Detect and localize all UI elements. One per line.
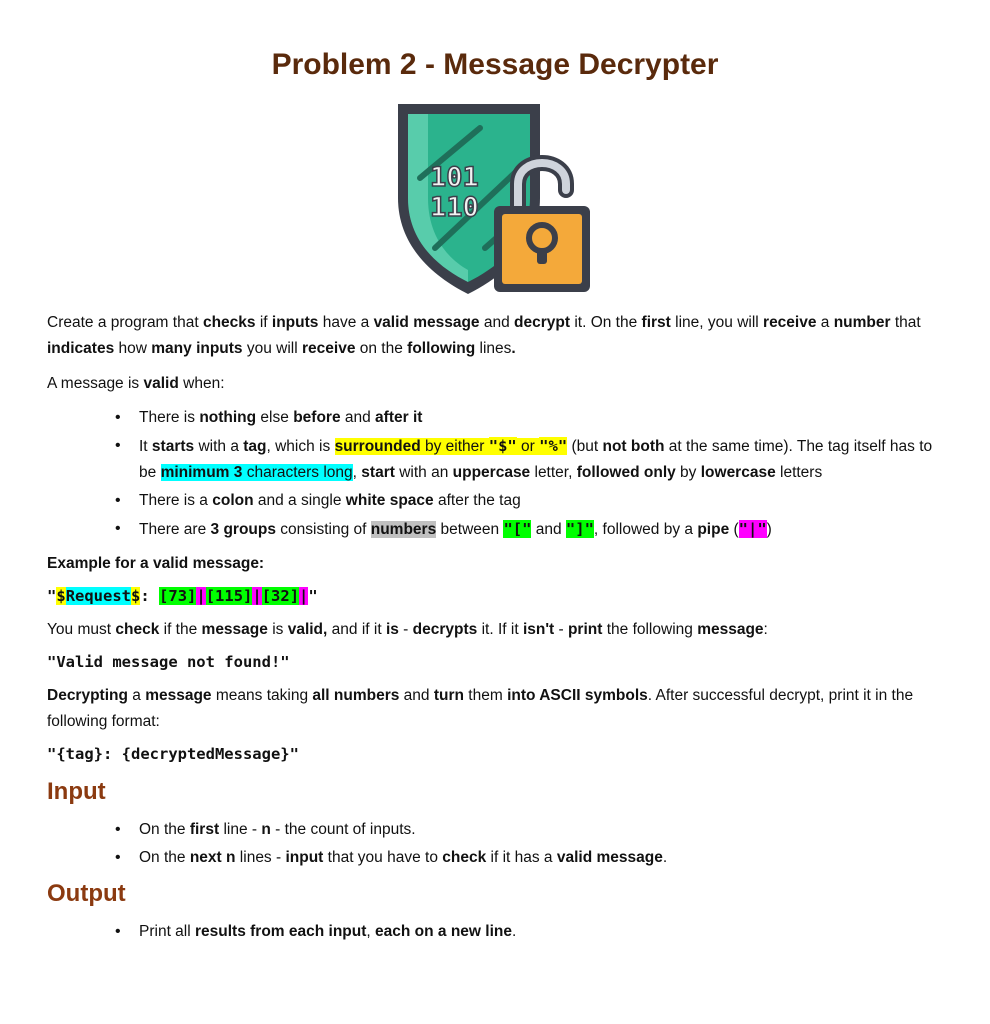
output-list [47,919,947,945]
svg-text:110: 110 [430,192,479,223]
list-item: • There is nothing else before and after it [139,405,947,431]
input-list [47,817,947,871]
svg-text:101: 101 [430,162,479,193]
list-item: • There is a colon and a single white space after the tag [139,488,947,514]
list-item: • There are 3 groups consisting of numbers between "[" and "]", followed by a pipe ("|") [139,516,947,543]
example-message: "$Request$: [73]|[115]|[32]|" [47,587,318,605]
example-heading: Example for a valid message: [47,555,265,572]
output-format: "{tag}: {decryptedMessage}" [47,745,299,763]
not-found-message: "Valid message not found!" [47,653,290,671]
input-heading: Input [47,778,106,805]
intro-paragraph: Create a program that checks if inputs have a valid message and decrypt it. On the first line, you will receive a number that indicates how many inputs you will receive on the following lines. [47,314,921,357]
page-title: Problem 2 - Message Decrypter [271,48,719,81]
validity-rules-list [47,405,947,543]
list-item: • On the next n lines - input that you have to check if it has a valid message. [139,845,947,871]
valid-when-text: A message is valid when: [47,375,225,392]
problem-content [47,310,947,951]
list-item: • On the first line - n - the count of inputs. [139,817,947,843]
list-item: • It starts with a tag, which is surrounded by either "$" or "%" (but not both at the same time). The tag itself has to be minimum 3 characters long, start with an uppercase letter, followed only by lowercase letters [139,433,947,486]
check-paragraph: You must check if the message is valid, and if it is - decrypts it. If it isn't - print the following message: [47,621,768,638]
shield-lock-icon [390,98,600,298]
decrypt-paragraph: Decrypting a message means taking all numbers and turn them into ASCII symbols. After successful decrypt, print it in the following format: [47,687,914,730]
list-item: • Print all results from each input, each on a new line. [139,919,947,945]
output-heading: Output [47,880,126,907]
